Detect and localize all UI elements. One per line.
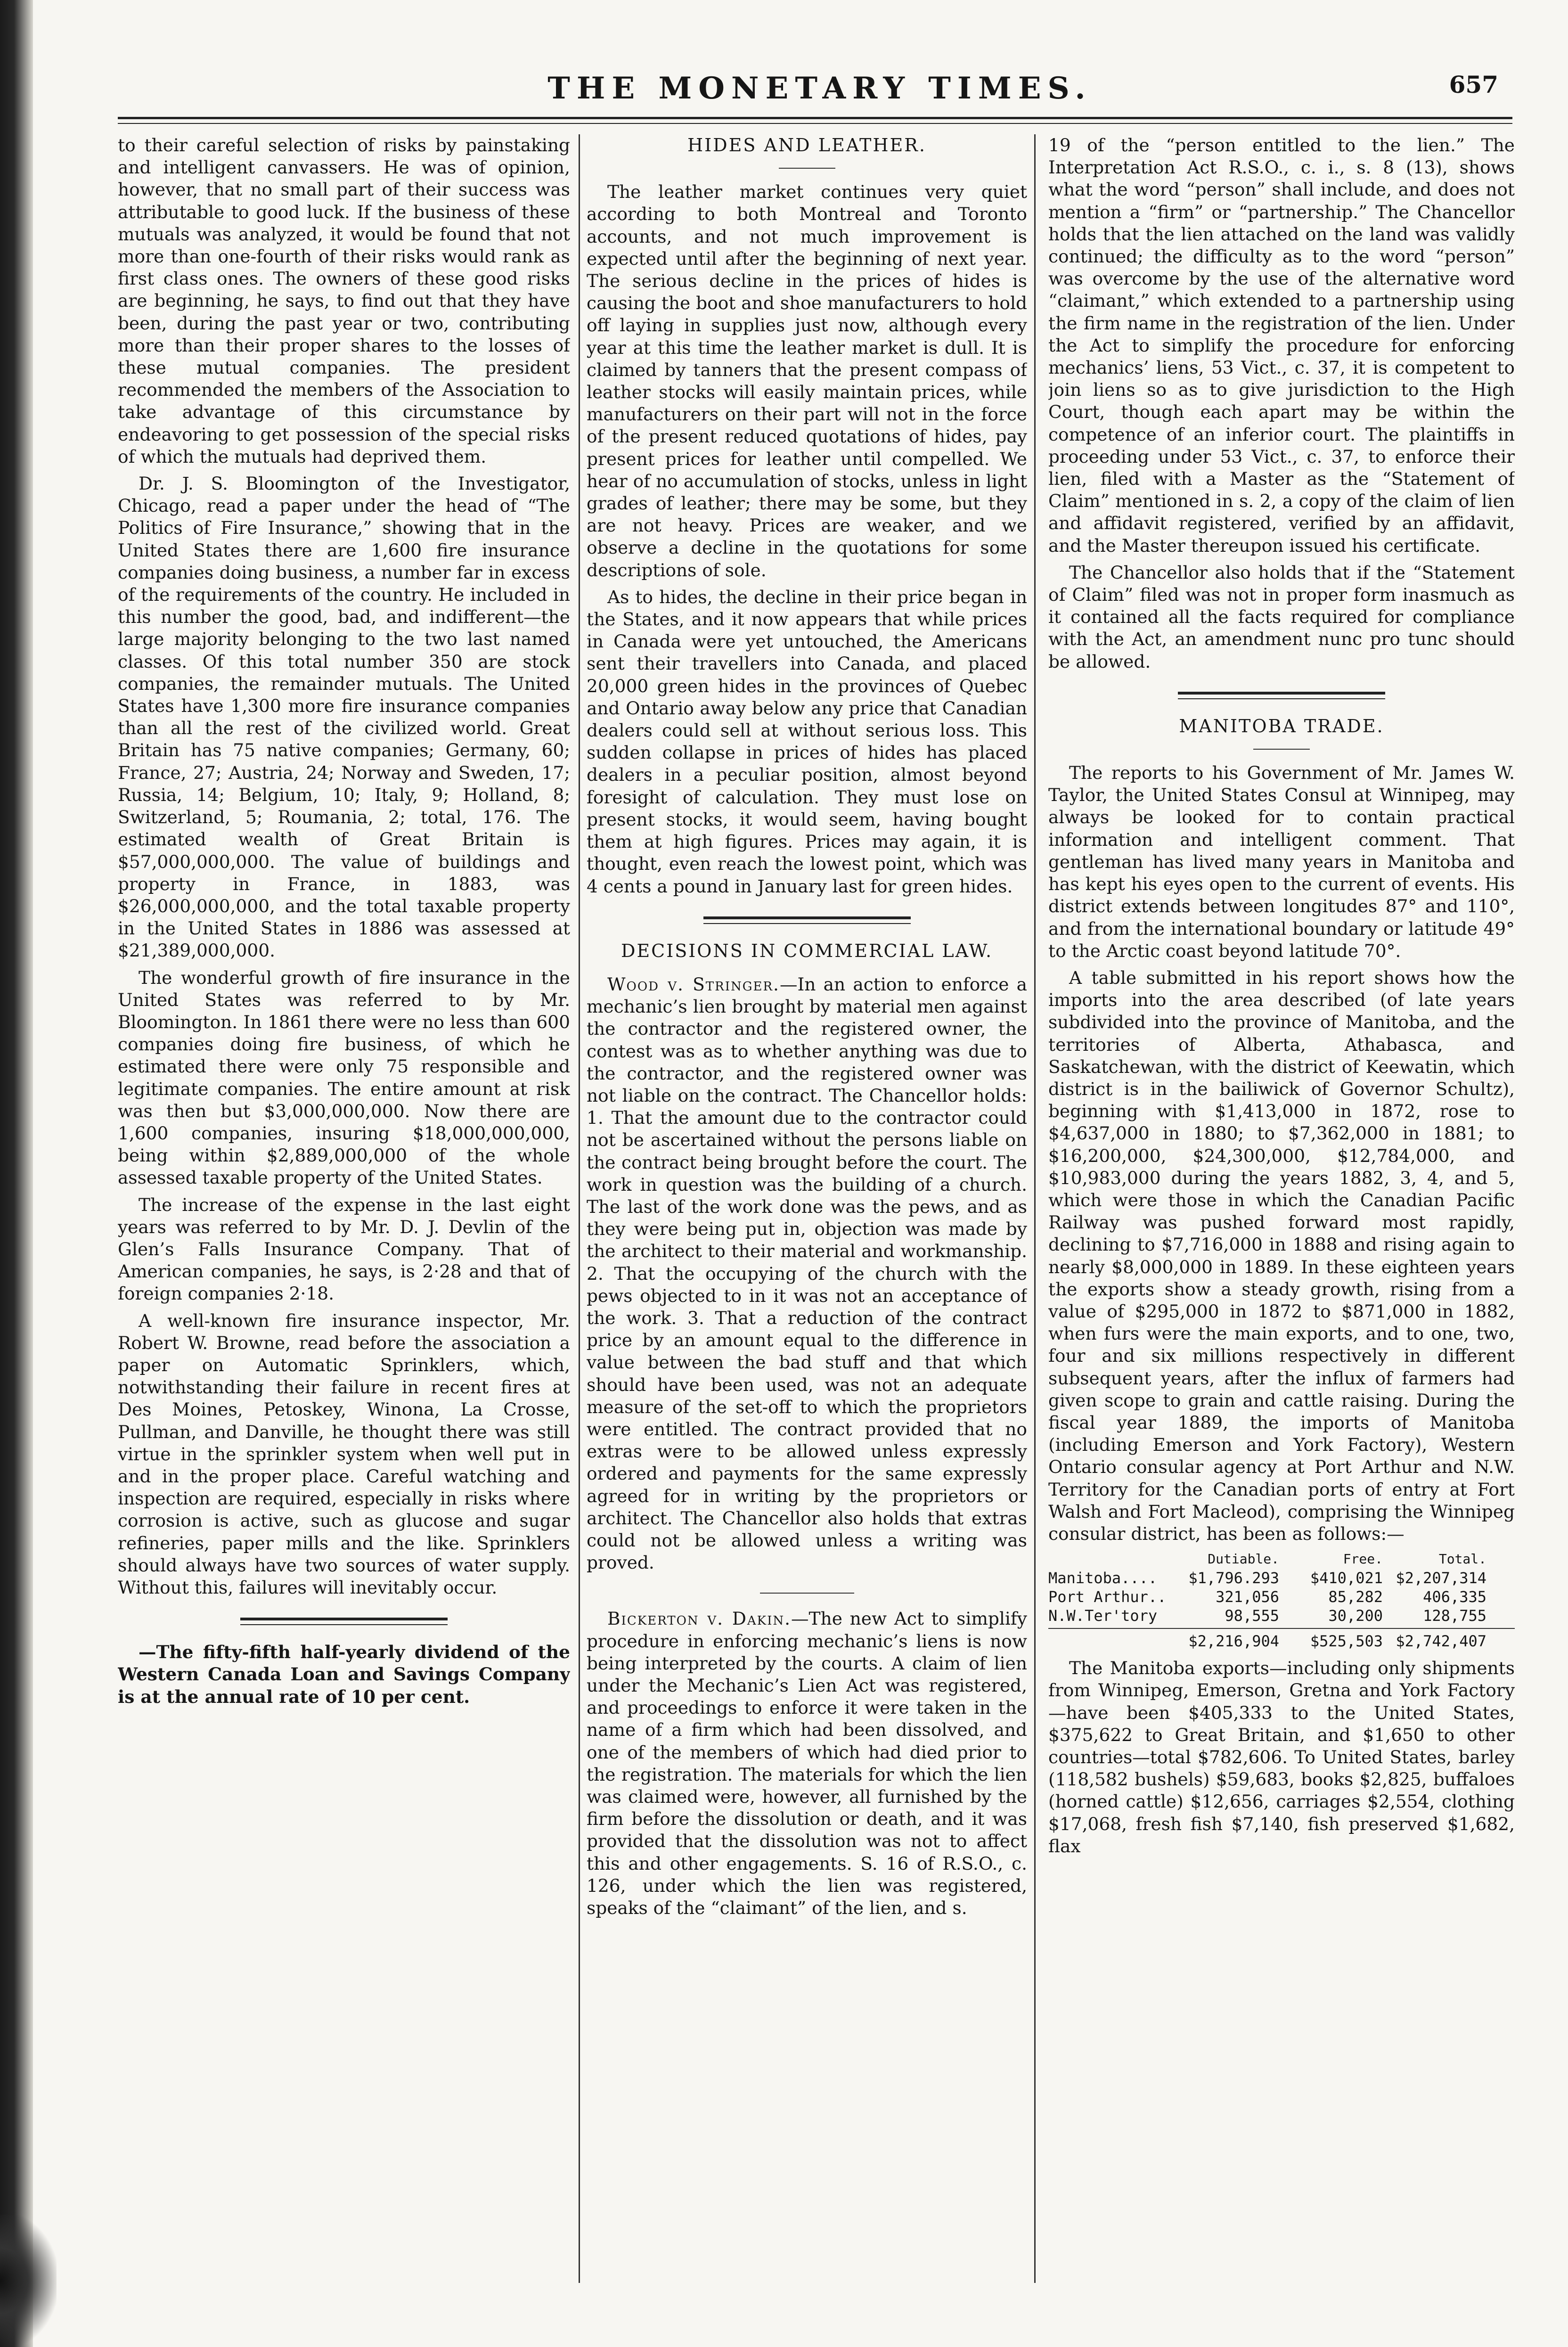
dividend-notice: —The fifty-fifth half-yearly dividend of the Western Canada Loan and Savings Company is at the annual rate of 10 per cent.	[118, 1642, 570, 1707]
table-row	[1048, 1606, 1515, 1625]
section-rule	[703, 916, 911, 924]
case-divider	[760, 1593, 854, 1594]
table-cell: $2,216,904	[1188, 1632, 1279, 1651]
table-cell: 98,555	[1225, 1607, 1279, 1625]
paragraph: Dr. J. S. Bloomington of the Investigator, Chicago, read a paper under the head of “The Politics of Fire Insurance,” showing that in the United States there are 1,600 fire insurance companies doing business, a number far in excess of the requirements of the country. He included in this number the good, bad, and indifferent—the large majority belonging to the two last named classes. Of this total number 350 are stock companies, the remainder mutuals. The United States have 1,300 more fire insurance companies than all the rest of the civilized world. Great Britain has 75 native companies; Germany, 60; France, 27; Austria, 24; Norway and Sweden, 17; Russia, 14; Belgium, 10; Italy, 9; Holland, 8; Switzerland, 5; Roumania, 2; total, 176. The estimated wealth of Great Britain is $57,000,000,000. The value of buildings and property in France, in 1883, was $26,000,000,000, and the total taxable property in the United States in 1886 was assessed at $21,389,000,000.	[118, 473, 570, 961]
column-divider	[579, 134, 580, 2283]
table-cell: 406,335	[1423, 1588, 1486, 1606]
table-cell: $525,503	[1310, 1632, 1383, 1651]
table-cell: $1,796.293	[1188, 1569, 1279, 1587]
table-cell: 30,200	[1328, 1607, 1383, 1625]
paragraph: 19 of the “person entitled to the lien.” The Interpretation Act R.S.O., c. i., s. 8 (13), shows what the word “person” shall include, and does not mention a “firm” or “partnership.” The Chancellor holds that the lien attached on the land was validly continued; the difficulty as to the word “person” was overcome by the use of the alternative word “claimant,” which extended to a partnership using the firm name in the registration of the lien. Under the Act to simplify the procedure for enforcing mechanics’ liens, 53 Vict., c. 37, it is competent to join liens so as to give jurisdiction to the High Court, though each apart may be within the competence of an inferior court. The plaintiffs in proceeding under 53 Vict., c. 37, to enforce their lien, filed with a Master as the “Statement of Claim” mentioned in s. 2, a copy of the claim of lien and affidavit registered, verified by an affidavit, and the Master thereupon issued his certificate.	[1048, 135, 1515, 556]
table-cell: 85,282	[1328, 1588, 1383, 1606]
section-heading-commercial-law: DECISIONS IN COMMERCIAL LAW.	[621, 940, 993, 961]
page-header	[113, 71, 1527, 108]
paragraph: The wonderful growth of fire insurance in the United States was referred to by Mr. Bloomington. In 1861 there were no less than 600 companies doing fire business, of which he estimated there were only 75 responsible and legitimate companies. The entire amount at risk was then but $3,000,000,000. Now there are 1,600 companies, insuring $18,000,000,000, being within $2,889,000,000 of the whole assessed taxable property of the United States.	[118, 967, 570, 1188]
table-total-row	[1048, 1628, 1515, 1651]
section-heading-hides-and-leather: HIDES AND LEATHER.	[687, 135, 926, 155]
heading-rule	[1253, 749, 1310, 750]
column-divider	[1034, 134, 1036, 2283]
section-rule	[240, 1618, 448, 1625]
table-row	[1048, 1587, 1515, 1606]
table-cell: $410,021	[1310, 1569, 1383, 1587]
page-binding-edge	[0, 0, 33, 2347]
section-rule	[1178, 692, 1385, 699]
column-1	[118, 134, 570, 2283]
section-heading-manitoba-trade: MANITOBA TRADE.	[1179, 715, 1384, 736]
case-name: Wood v. Stringer.	[607, 973, 780, 995]
masthead-title: THE MONETARY TIMES.	[547, 71, 1092, 106]
paragraph: The Chancellor also holds that if the “Statement of Claim” filed was not in proper form inasmuch as it contained all the facts required for compliance with the Act, an amendment nunc pro tunc should be allowed.	[1048, 562, 1515, 672]
table-header-cell: Free.	[1343, 1551, 1383, 1567]
table-header-cell: Total.	[1438, 1551, 1486, 1567]
table-cell: $2,742,407	[1396, 1632, 1486, 1651]
column-2	[587, 134, 1027, 2283]
column-3	[1048, 134, 1515, 2283]
table-cell: N.W.Ter'tory	[1048, 1607, 1158, 1625]
imports-table	[1048, 1550, 1515, 1651]
heading-rule	[779, 168, 835, 169]
case-text: —The new Act to simplify procedure in enforcing mechanic’s liens is now being interpreted by the courts. A claim of lien under the Mechanic’s Lien Act was registered, and proceedings to enforce it were taken in the name of a firm which had been dissolved, and one of the members of which had died prior to the registration. The materials for which the lien was claimed were, however, all furnished by the firm before the dissolution or death, and it was provided that the dissolution was not to affect this and other engagements. S. 16 of R.S.O., c. 126, under which the lien was registered, speaks of the “claimant” of the lien, and s.	[587, 1608, 1027, 1919]
case-text: —In an action to enforce a mechanic’s lien brought by material men against the contractor and the registered owner, the contest was as to whether anything was due to the contractor, and the registered owner was not liable on the contract. The Chancellor holds: 1. That the amount due to the contractor could not be ascertained without the persons liable on the contract being brought before the court. The work in question was the building of a church. The last of the work done was the pews, and as they were being put in, objection was made by the architect to their material and workmanship. 2. That the occupying of the church with the pews objected to in it was not an acceptance of the work. 3. That a reduction of the contract price by an amount equal to the difference in value between the bad stuff and that which should have been used, was not an adequate measure of the set-off to which the proprietors were entitled. The contract provided that no extras were to be allowed unless expressly ordered and payments for the same expressly agreed for in writing by the proprietors or architect. The Chancellor also holds that extras could not be allowed unless a writing was proved.	[587, 973, 1027, 1573]
paragraph: The Manitoba exports—including only shipments from Winnipeg, Emerson, Gretna and York Factory—have been $405,333 to the United States, $375,622 to Great Britain, and $1,650 to other countries—total $782,606. To United States, barley (118,582 bushels) $59,683, books $2,825, buffaloes (horned cattle) $12,656, carriages $2,554, clothing $17,068, fresh fish $7,140, fish preserved $1,682, flax	[1048, 1658, 1515, 1856]
paragraph: The increase of the expense in the last eight years was referred to by Mr. D. J. Devlin of the Glen’s Falls Insurance Company. That of American companies, he says, is 2·28 and that of foreign companies 2·18.	[118, 1194, 570, 1304]
paragraph: A well-known fire insurance inspector, Mr. Robert W. Browne, read before the association a paper on Automatic Sprinklers, which, notwithstanding their failure in recent fires at Des Moines, Petoskey, Winona, La Crosse, Pullman, and Danville, he thought there was still virtue in the sprinkler system when well put in and in the proper place. Careful watching and inspection are required, especially in risks where corrosion is active, such as glucose and sugar refineries, paper mills and the like. Sprinklers should always have two sources of water supply. Without this, failures will inevitably occur.	[118, 1310, 570, 1598]
table-cell: 321,056	[1216, 1588, 1279, 1606]
table-cell: 128,755	[1423, 1607, 1486, 1625]
header-rule	[118, 117, 1512, 124]
table-cell: Port Arthur..	[1048, 1588, 1167, 1606]
table-cell	[1048, 1632, 1176, 1651]
page-number: 657	[1449, 71, 1498, 98]
scan-shadow	[0, 2215, 57, 2347]
paragraph: The leather market continues very quiet according to both Montreal and Toronto accounts, and not much improvement is expected until after the beginning of next year. The serious decline in the prices of hides is causing the boot and shoe manufacturers to hold off laying in supplies just now, although every year at this time the leather market is dull. It is claimed by tanners that the present compass of leather stocks will easily maintain prices, while manufacturers on their part will not in the force of the present reduced quotations of hides, pay present prices for leather until compelled. We hear of no accumulation of stocks, unless in light grades of leather; there may be some, but they are not heavy. Prices are weaker, and we observe a decline in the quotations for some descriptions of sole.	[587, 181, 1027, 581]
case-name: Bickerton v. Dakin.	[607, 1608, 792, 1629]
table-cell: Manitoba....	[1048, 1569, 1158, 1587]
paragraph: A table submitted in his report shows how the imports into the area described (of late years subdivided into the province of Manitoba, and the territories of Alberta, Athabasca, and Saskatchewan, with the district of Keewatin, which district is in the bailiwick of Governor Schultz), beginning with $1,413,000 in 1872, rose to $4,637,000 in 1880; to $7,362,000 in 1881; to $16,200,000, $24,300,000, $12,784,000, and $10,983,000 during the years 1882, 3, 4, and 5, which were those in which the Canadian Pacific Railway was pushed forward most rapidly, declining to $7,716,000 in 1888 and rising again to nearly $8,000,000 in 1889. In these eighteen years the exports show a steady growth, rising from a value of $295,000 in 1872 to $871,000 in 1882, when furs were the main exports, and to one, two, four and six millions respectively in different subsequent years, after the influx of farmers had given scope to grain and cattle raising. During the fiscal year 1889, the imports of Manitoba (including Emerson and York Factory), Western Ontario consular agency at Port Arthur and N.W. Territory for the Canadian ports of entry at Fort Walsh and Fort Macleod), comprising the Winnipeg consular district, has been as follows:—	[1048, 967, 1515, 1544]
table-cell: $2,207,314	[1396, 1569, 1486, 1587]
table-header-cell: Dutiable.	[1208, 1551, 1279, 1567]
paragraph: to their careful selection of risks by painstaking and intelligent canvassers. He was of opinion, however, that no small part of their success was attributable to good luck. If the business of these mutuals was analyzed, it would be found that not more than one-fourth of their risks would rank as first class ones. The owners of these good risks are beginning, he says, to find out that they have been, during the past year or two, contributing more than their proper shares to the losses of these mutual companies. The president recommended the members of the Association to take advantage of this circumstance by endeavoring to get possession of the special risks of which the mutuals had deprived them.	[118, 135, 570, 467]
table-row	[1048, 1569, 1515, 1587]
table-header-row	[1048, 1550, 1515, 1569]
paragraph: As to hides, the decline in their price began in the States, and it now appears that while prices in Canada were yet untouched, the Americans sent their travellers into Canada, and placed 20,000 green hides in the provinces of Quebec and Ontario away below any price that Canadian dealers could sell at without serious loss. This sudden collapse in prices of hides has placed dealers in a peculiar position, almost beyond foresight of calculation. They must lose on present stocks, it would seem, having bought them at high figures. Prices may again, it is thought, even reach the lowest point, which was 4 cents a pound in January last for green hides.	[587, 586, 1027, 897]
paragraph: The reports to his Government of Mr. James W. Taylor, the United States Consul at Winnipeg, may always be looked for to contain practical information and intelligent comment. That gentleman has lived many years in Manitoba and has kept his eyes open to the current of events. His district extends between longitudes 87° and 110°, and from the international boundary or latitude 49° to the Arctic coast beyond latitude 70°.	[1048, 762, 1515, 961]
table-header-cell	[1048, 1550, 1176, 1569]
